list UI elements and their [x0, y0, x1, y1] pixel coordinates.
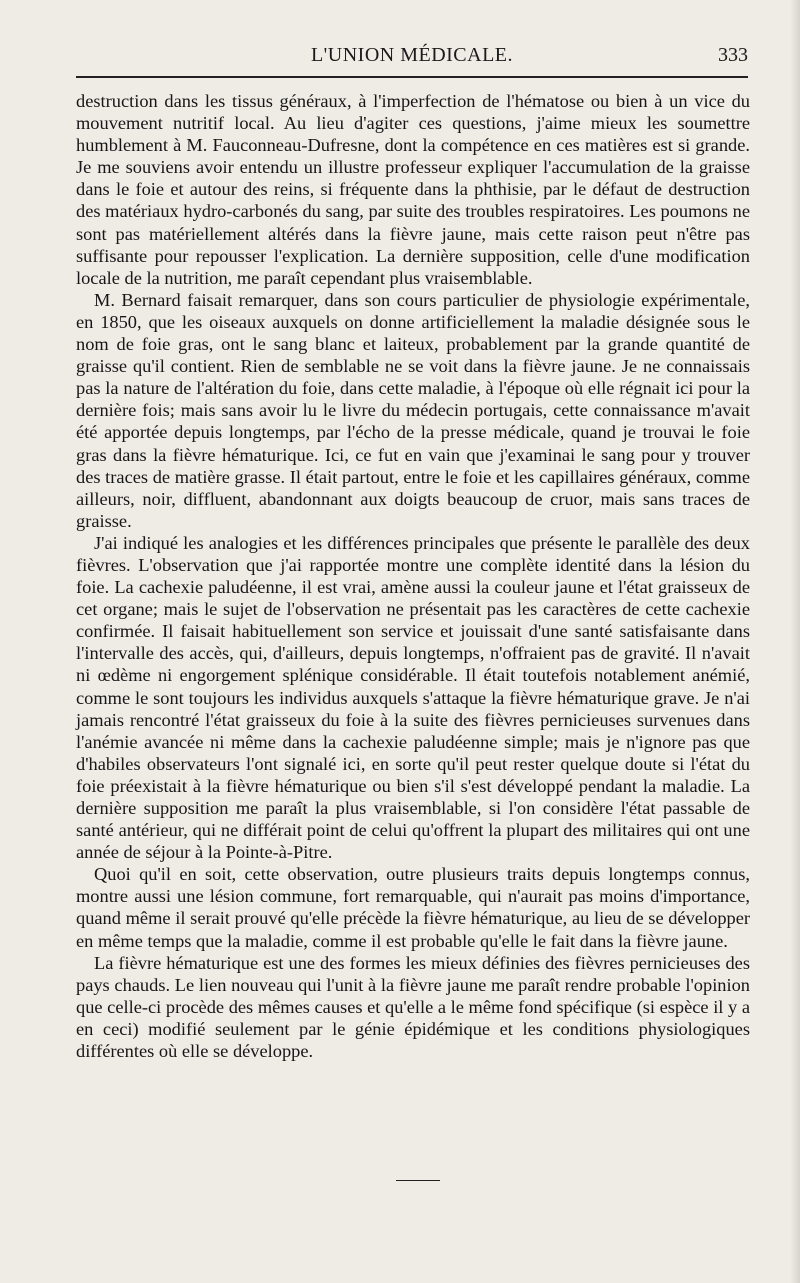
article-body: [76, 90, 750, 1062]
header-rule: [76, 76, 748, 78]
running-head: L'UNION MÉDICALE.: [310, 44, 514, 66]
page-edge-shadow: [790, 0, 800, 1283]
paragraph-3: J'ai indiqué les analogies et les différences principales que présente le parallèle des deux fièvres. L'observation que j'ai rapportée montre une complète identité dans la lésion du foie. La cachexie paludéenne, il est vrai, amène aussi la couleur jaune et l'état graisseux de cet organe; mais le sujet de l'observation ne présentait pas les caractères de cette cachexie confirmée. Il faisait habituellement son service et jouissait d'une santé satisfaisante dans l'intervalle des accès, qui, d'ailleurs, depuis longtemps, n'offraient pas de gravité. Il n'avait ni œdème ni engorgement splénique considérable. Il était toutefois notablement anémié, comme le sont toujours les individus auxquels s'attaque la fièvre hématurique grave. Je n'ai jamais rencontré l'état graisseux du foie à la suite des fièvres pernicieuses survenues dans l'anémie avancée ni même dans la cachexie paludéenne simple; mais je n'ignore pas que d'habiles observateurs l'ont signalé ici, en sorte qu'il peut rester quelque doute si l'état du foie préexistait à la fièvre hématurique ou bien s'il s'est développé pendant la maladie. La dernière supposition me paraît la plus vraisemblable, si l'on considère l'état passable de santé antérieur, qui ne différait point de celui qu'offrent la plupart des militaires qui ont une année de séjour à la Pointe-à-Pitre.: [76, 532, 750, 863]
page-header: [76, 44, 748, 74]
end-rule: [396, 1180, 440, 1181]
paragraph-5: La fièvre hématurique est une des formes les mieux définies des fièvres pernicieuses des pays chauds. Le lien nouveau qui l'unit à la fièvre jaune me paraît rendre probable l'opinion que celle-ci procède des mêmes causes et qu'elle a le même fond spécifique (si espèce il y a en ceci) modifié seulement par le génie épidémique et les conditions physiologiques différentes où elle se développe.: [76, 952, 750, 1062]
paragraph-2: M. Bernard faisait remarquer, dans son cours particulier de physiologie expérimentale, en 1850, que les oiseaux auxquels on donne artificiellement la maladie désignée sous le nom de foie gras, ont le sang blanc et laiteux, probablement par la grande quantité de graisse qu'il contient. Rien de semblable ne se voit dans la fièvre jaune. Je ne connaissais pas la nature de l'altération du foie, dans cette maladie, à l'époque où elle régnait ici pour la dernière fois; mais sans avoir lu le livre du médecin portugais, cette connaissance m'avait été apportée depuis longtemps, par l'écho de la presse médicale, quand je trouvai le foie gras dans la fièvre hématurique. Ici, ce fut en vain que j'examinai le sang pour y trouver des traces de matière grasse. Il était partout, entre le foie et les capillaires généraux, comme ailleurs, noir, diffluent, abandonnant aux doigts beaucoup de cruor, mais sans traces de graisse.: [76, 289, 750, 531]
page-number: 333: [718, 44, 748, 66]
paragraph-4: Quoi qu'il en soit, cette observation, outre plusieurs traits depuis longtemps connus, montre aussi une lésion commune, fort remarquable, qui n'aurait pas moins d'importance, quand même il serait prouvé qu'elle précède la fièvre hématurique, au lieu de se développer en même temps que la maladie, comme il est probable qu'elle le fait dans la fièvre jaune.: [76, 864, 750, 951]
paragraph-1: destruction dans les tissus généraux, à l'imperfection de l'hématose ou bien à un vice du mouvement nutritif local. Au lieu d'agiter ces questions, j'aime mieux les soumettre humblement à M. Fauconneau-Dufresne, dont la compétence en ces matières est si grande. Je me souviens avoir entendu un illustre professeur expliquer l'accumulation de la graisse dans le foie et autour des reins, si fréquente dans la phthisie, par le défaut de destruction des matériaux hydro-carbonés du sang, par suite des troubles respiratoires. Les poumons ne sont pas matériellement altérés dans la fièvre jaune, mais cette raison peut n'être pas suffisante pour repousser l'explication. La dernière supposition, celle d'une modification locale de la nutrition, me paraît cependant plus vraisemblable.: [76, 91, 750, 288]
